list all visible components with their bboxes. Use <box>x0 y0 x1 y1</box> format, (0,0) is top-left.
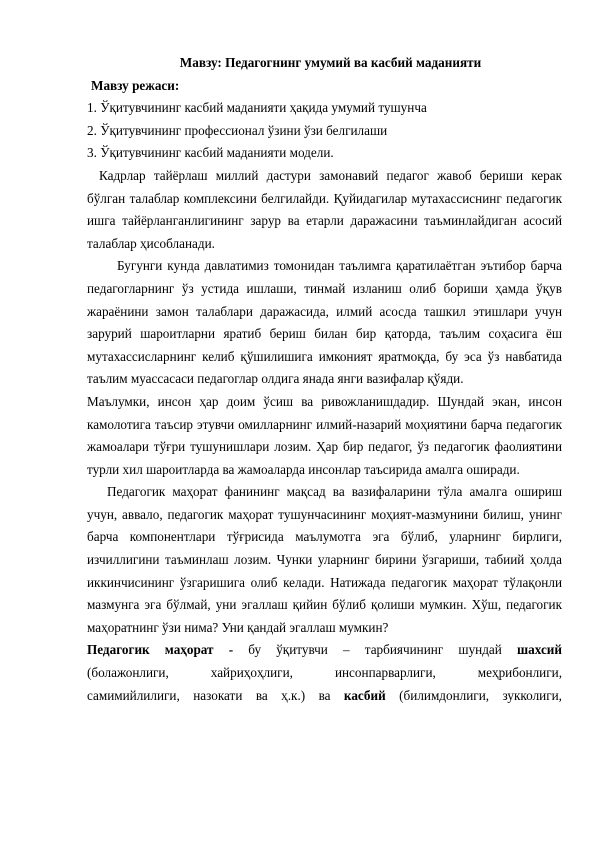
term-pedagogical-mastery: Педагогик маҳорат - <box>87 642 234 658</box>
paragraph-5-line-2: (болажонлиги, хайриҳоҳлиги, инсонпарварлиги, меҳрибонлиги, <box>87 665 562 681</box>
paragraph-4: Педагогик маҳорат фанининг мақсад ва вазифаларини тўла амалга ошириш учун, аввало, педагогик маҳорат тушунчасининг моҳият-мазмунини билиш, унинг барча компонентлари тўғрисида маълумотга эга бўлиб, уларнинг бирлиги, изчиллигини таъминлаш лозим. Чунки уларнинг бирини ўзгариши, табиий ҳолда иккинчисининг ўзгаришига олиб келади. Натижада педагогик маҳорат тўлақонли мазмунга эга бўлмай, уни эгаллаш қийин бўлиб қолиши мумкин. Хўш, педагогик маҳоратнинг ўзи нима? Уни қандай эгаллаш мумкин? <box>87 484 562 635</box>
paragraph-5-text-c: (билимдонлиги, зукколиги, <box>385 687 562 703</box>
plan-item-3: 3. Ўқитувчининг касбий маданияти модели. <box>87 145 334 161</box>
plan-heading: Мавзу режаси: <box>91 77 180 93</box>
paragraph-1: Кадрлар тайёрлаш миллий дастури замонавий педагог жавоб бериши керак бўлган талаблар комплексини белгилайди. Қуйидагилар мутахассиснинг педагогик ишга тайёрланганлигининг зарур ва етарли даражасини таъминлайдиган асосий талаблар ҳисобланади. <box>87 167 562 251</box>
paragraph-5-text-a: бу ўқитувчи – тарбиячининг шундай <box>233 642 517 658</box>
paragraph-5-line-1 <box>87 639 562 662</box>
document-page <box>87 52 562 707</box>
paragraph-5-text-b: самимийлилиги, назокати ва ҳ.к.) ва <box>87 687 344 703</box>
term-personal: шахсий <box>517 642 562 658</box>
paragraph-2: Бугунги кунда давлатимиз томонидан таълимга қаратилаётган эътибор барча педагогларнинг ўз устида ишлаши, тинмай изланиш олиб бориши ҳамда ўқув жараёнини замон талаблари даражасида, илмий асосда ташкил этишлари учун зарурий шароитларни яратиб бериш билан бир қаторда, таълим соҳасига ёш мутахассисларнинг келиб қўшилишига имконият яратмоқда, бу эса ўз навбатида таълим муассасаси педагоглар олдига янада янги вазифалар қўяди. <box>87 258 562 387</box>
term-professional: касбий <box>343 687 386 703</box>
plan-item-2: 2. Ўқитувчининг профессионал ўзини ўзи белгилаши <box>87 122 388 138</box>
paragraph-3: Маълумки, инсон ҳар доим ўсиш ва ривожланишдадир. Шундай экан, инсон камолотига таъсир этувчи омилларнинг илмий-назарий моҳиятини барча педагогик жамоалари тўғри тушунишлари лозим. Ҳар бир педагог, ўз педагогик фаолиятини турли хил шароитларда ва жамоаларда инсонлар таъсирида амалга оширади. <box>87 393 562 477</box>
document-title: Мавзу: Педагогнинг умумий ва касбий маданияти <box>179 55 482 70</box>
plan-item-1: 1. Ўқитувчининг касбий маданияти ҳақида умумий тушунча <box>87 100 427 116</box>
paragraph-5-line-3 <box>87 685 562 708</box>
